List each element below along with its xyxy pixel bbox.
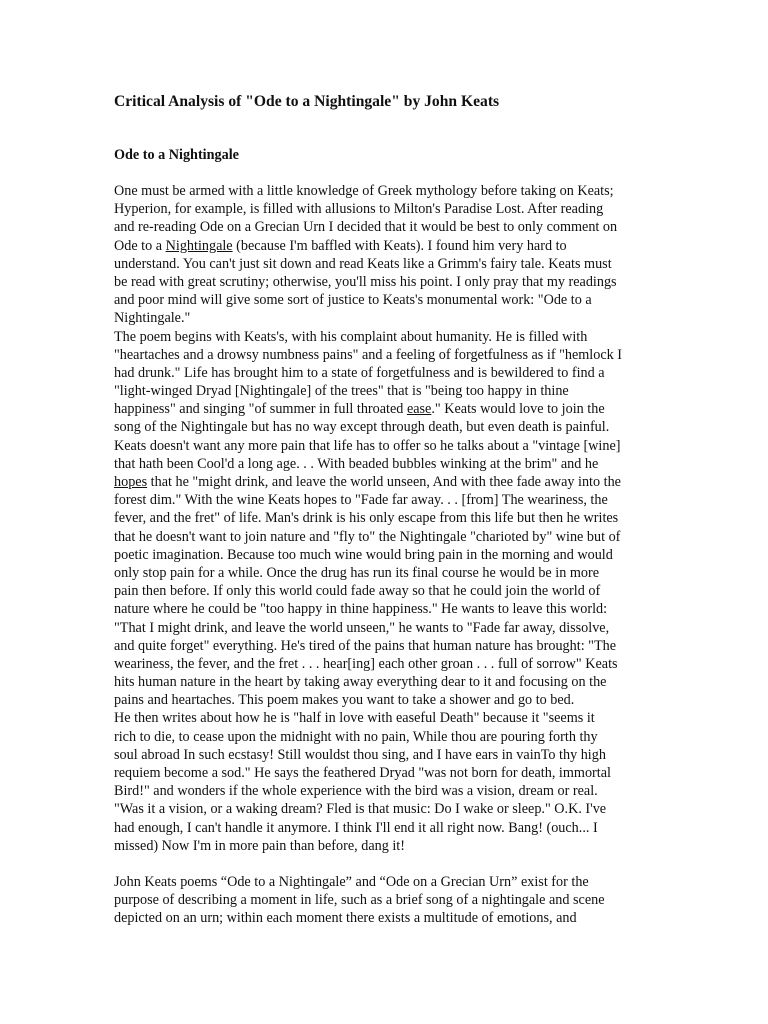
text-line — [114, 891, 654, 909]
text-segment: only stop pain for a while. Once the drug has run its final course he would be in more — [114, 564, 600, 581]
text-segment: and quite forget" everything. He's tired of the pains that human nature has brought: "The — [114, 637, 617, 654]
text-segment: soul abroad In such ecstasy! Still wouldst thou sing, and I have ears in vainTo thy high — [114, 746, 606, 763]
text-line — [114, 273, 654, 291]
body-paragraph-2 — [114, 873, 654, 928]
text-line — [114, 182, 654, 200]
text-line — [114, 691, 654, 709]
text-line — [114, 782, 654, 800]
text-segment: had enough, I can't handle it anymore. I think I'll end it all right now. Bang! (ouch... I — [114, 819, 598, 836]
text-line — [114, 237, 654, 255]
text-line — [114, 709, 654, 727]
text-segment: pain then before. If only this world could fade away so that he could join the world of — [114, 583, 601, 600]
text-segment: missed) Now I'm in more pain than before, dang it! — [114, 837, 405, 854]
text-segment: hits human nature in the heart by taking away everything dear to it and focusing on the — [114, 674, 607, 691]
text-segment: had drunk." Life has brought him to a state of forgetfulness and is bewildered to find a — [114, 364, 605, 381]
text-segment: "heartaches and a drowsy numbness pains" and a feeling of forgetfulness as if "hemlock I — [114, 346, 623, 363]
text-line — [114, 800, 654, 818]
text-line — [114, 528, 654, 546]
text-line — [114, 819, 654, 837]
text-line — [114, 673, 654, 691]
text-segment: understand. You can't just sit down and read Keats like a Grimm's fairy tale. Keats must — [114, 255, 612, 272]
text-segment: rich to die, to cease upon the midnight with no pain, While thou are pouring forth thy — [114, 728, 598, 745]
text-line — [114, 455, 654, 473]
text-segment: purpose of describing a moment in life, such as a brief song of a nightingale and scene — [114, 892, 605, 909]
text-line — [114, 491, 654, 509]
inline-link[interactable]: ease — [406, 401, 432, 418]
text-segment: Ode to a — [114, 237, 166, 254]
text-segment: that he doesn't want to join nature and "fly to" the Nightingale "charioted by" wine but of — [114, 528, 621, 545]
text-line — [114, 346, 654, 364]
text-line — [114, 728, 654, 746]
text-segment: ." Keats would love to join the — [431, 401, 605, 418]
text-segment: (because I'm baffled with Keats). I found him very hard to — [232, 237, 567, 254]
text-line — [114, 909, 654, 927]
text-line — [114, 509, 654, 527]
text-line — [114, 291, 654, 309]
text-segment: Bird!" and wonders if the whole experience with the bird was a vision, dream or real. — [114, 783, 598, 800]
text-line — [114, 873, 654, 891]
text-line — [114, 546, 654, 564]
text-line — [114, 309, 654, 327]
text-line — [114, 364, 654, 382]
text-segment: happiness" and singing "of summer in full throated — [114, 401, 407, 418]
text-line — [114, 837, 654, 855]
text-segment: be read with great scrutiny; otherwise, you'll miss his point. I only pray that my readings — [114, 273, 617, 290]
text-segment: fever, and the fret" of life. Man's drink is his only escape from this life but then he writes — [114, 510, 619, 527]
text-segment: "That I might drink, and leave the world unseen," he wants to "Fade far away, dissolve, — [114, 619, 610, 636]
text-segment: weariness, the fever, and the fret . . . hear[ing] each other groan . . . full of sorrow" Keats — [114, 655, 618, 672]
document-page — [114, 92, 654, 928]
text-line — [114, 218, 654, 236]
inline-link[interactable]: hopes — [114, 474, 148, 490]
text-line — [114, 473, 654, 491]
text-line — [114, 637, 654, 655]
text-line — [114, 564, 654, 582]
text-segment: that hath been Cool'd a long age. . . With beaded bubbles winking at the brim" and he — [114, 455, 599, 472]
text-line — [114, 764, 654, 782]
text-line — [114, 655, 654, 673]
text-segment: forest dim." With the wine Keats hopes to "Fade far away. . . [from] The weariness, the — [114, 492, 608, 509]
text-segment: Nightingale." — [114, 310, 191, 327]
text-segment: Keats doesn't want any more pain that life has to offer so he talks about a "vintage [wine] — [114, 437, 621, 454]
text-segment: John Keats poems “Ode to a Nightingale” and “Ode on a Grecian Urn” exist for the — [114, 873, 589, 890]
text-segment: and re-reading Ode on a Grecian Urn I decided that it would be best to only comment on — [114, 219, 618, 236]
text-segment: that he "might drink, and leave the world unseen, And with thee fade away into the — [147, 474, 621, 490]
text-line — [114, 600, 654, 618]
text-segment: requiem become a sod." He says the feathered Dryad "was not born for death, immortal — [114, 765, 611, 781]
text-line — [114, 437, 654, 455]
text-segment: "light-winged Dryad [Nightingale] of the trees" that is "being too happy in thine — [114, 383, 569, 400]
text-line — [114, 418, 654, 436]
text-segment: pains and heartaches. This poem makes you want to take a shower and go to bed. — [114, 692, 575, 709]
text-segment: Hyperion, for example, is filled with allusions to Milton's Paradise Lost. After reading — [114, 201, 604, 218]
text-segment: song of the Nightingale but has no way except through death, but even death is painful. — [114, 419, 610, 436]
text-segment: The poem begins with Keats's, with his complaint about humanity. He is filled with — [114, 328, 588, 345]
inline-link[interactable]: Nightingale — [165, 237, 233, 254]
text-segment: depicted on an urn; within each moment there exists a multitude of emotions, and — [114, 910, 577, 927]
section-heading: Ode to a Nightingale — [114, 147, 239, 163]
text-line — [114, 746, 654, 764]
text-line — [114, 619, 654, 637]
document-title: Critical Analysis of "Ode to a Nightingale" by John Keats — [114, 93, 500, 110]
text-segment: nature where he could be "too happy in thine happiness." He wants to leave this world: — [114, 601, 608, 618]
body-paragraph-1 — [114, 182, 654, 855]
text-line — [114, 200, 654, 218]
text-line — [114, 400, 654, 418]
text-segment: One must be armed with a little knowledge of Greek mythology before taking on Keats; — [114, 183, 614, 199]
text-segment: "Was it a vision, or a waking dream? Fled is that music: Do I wake or sleep." O.K. I've — [114, 801, 607, 818]
text-line — [114, 328, 654, 346]
text-segment: and poor mind will give some sort of justice to Keats's monumental work: "Ode to a — [114, 292, 592, 309]
text-line — [114, 255, 654, 273]
text-segment: poetic imagination. Because too much wine would bring pain in the morning and would — [114, 546, 613, 563]
text-line — [114, 582, 654, 600]
text-line — [114, 382, 654, 400]
text-segment: He then writes about how he is "half in love with easeful Death" because it "seems it — [114, 710, 595, 727]
